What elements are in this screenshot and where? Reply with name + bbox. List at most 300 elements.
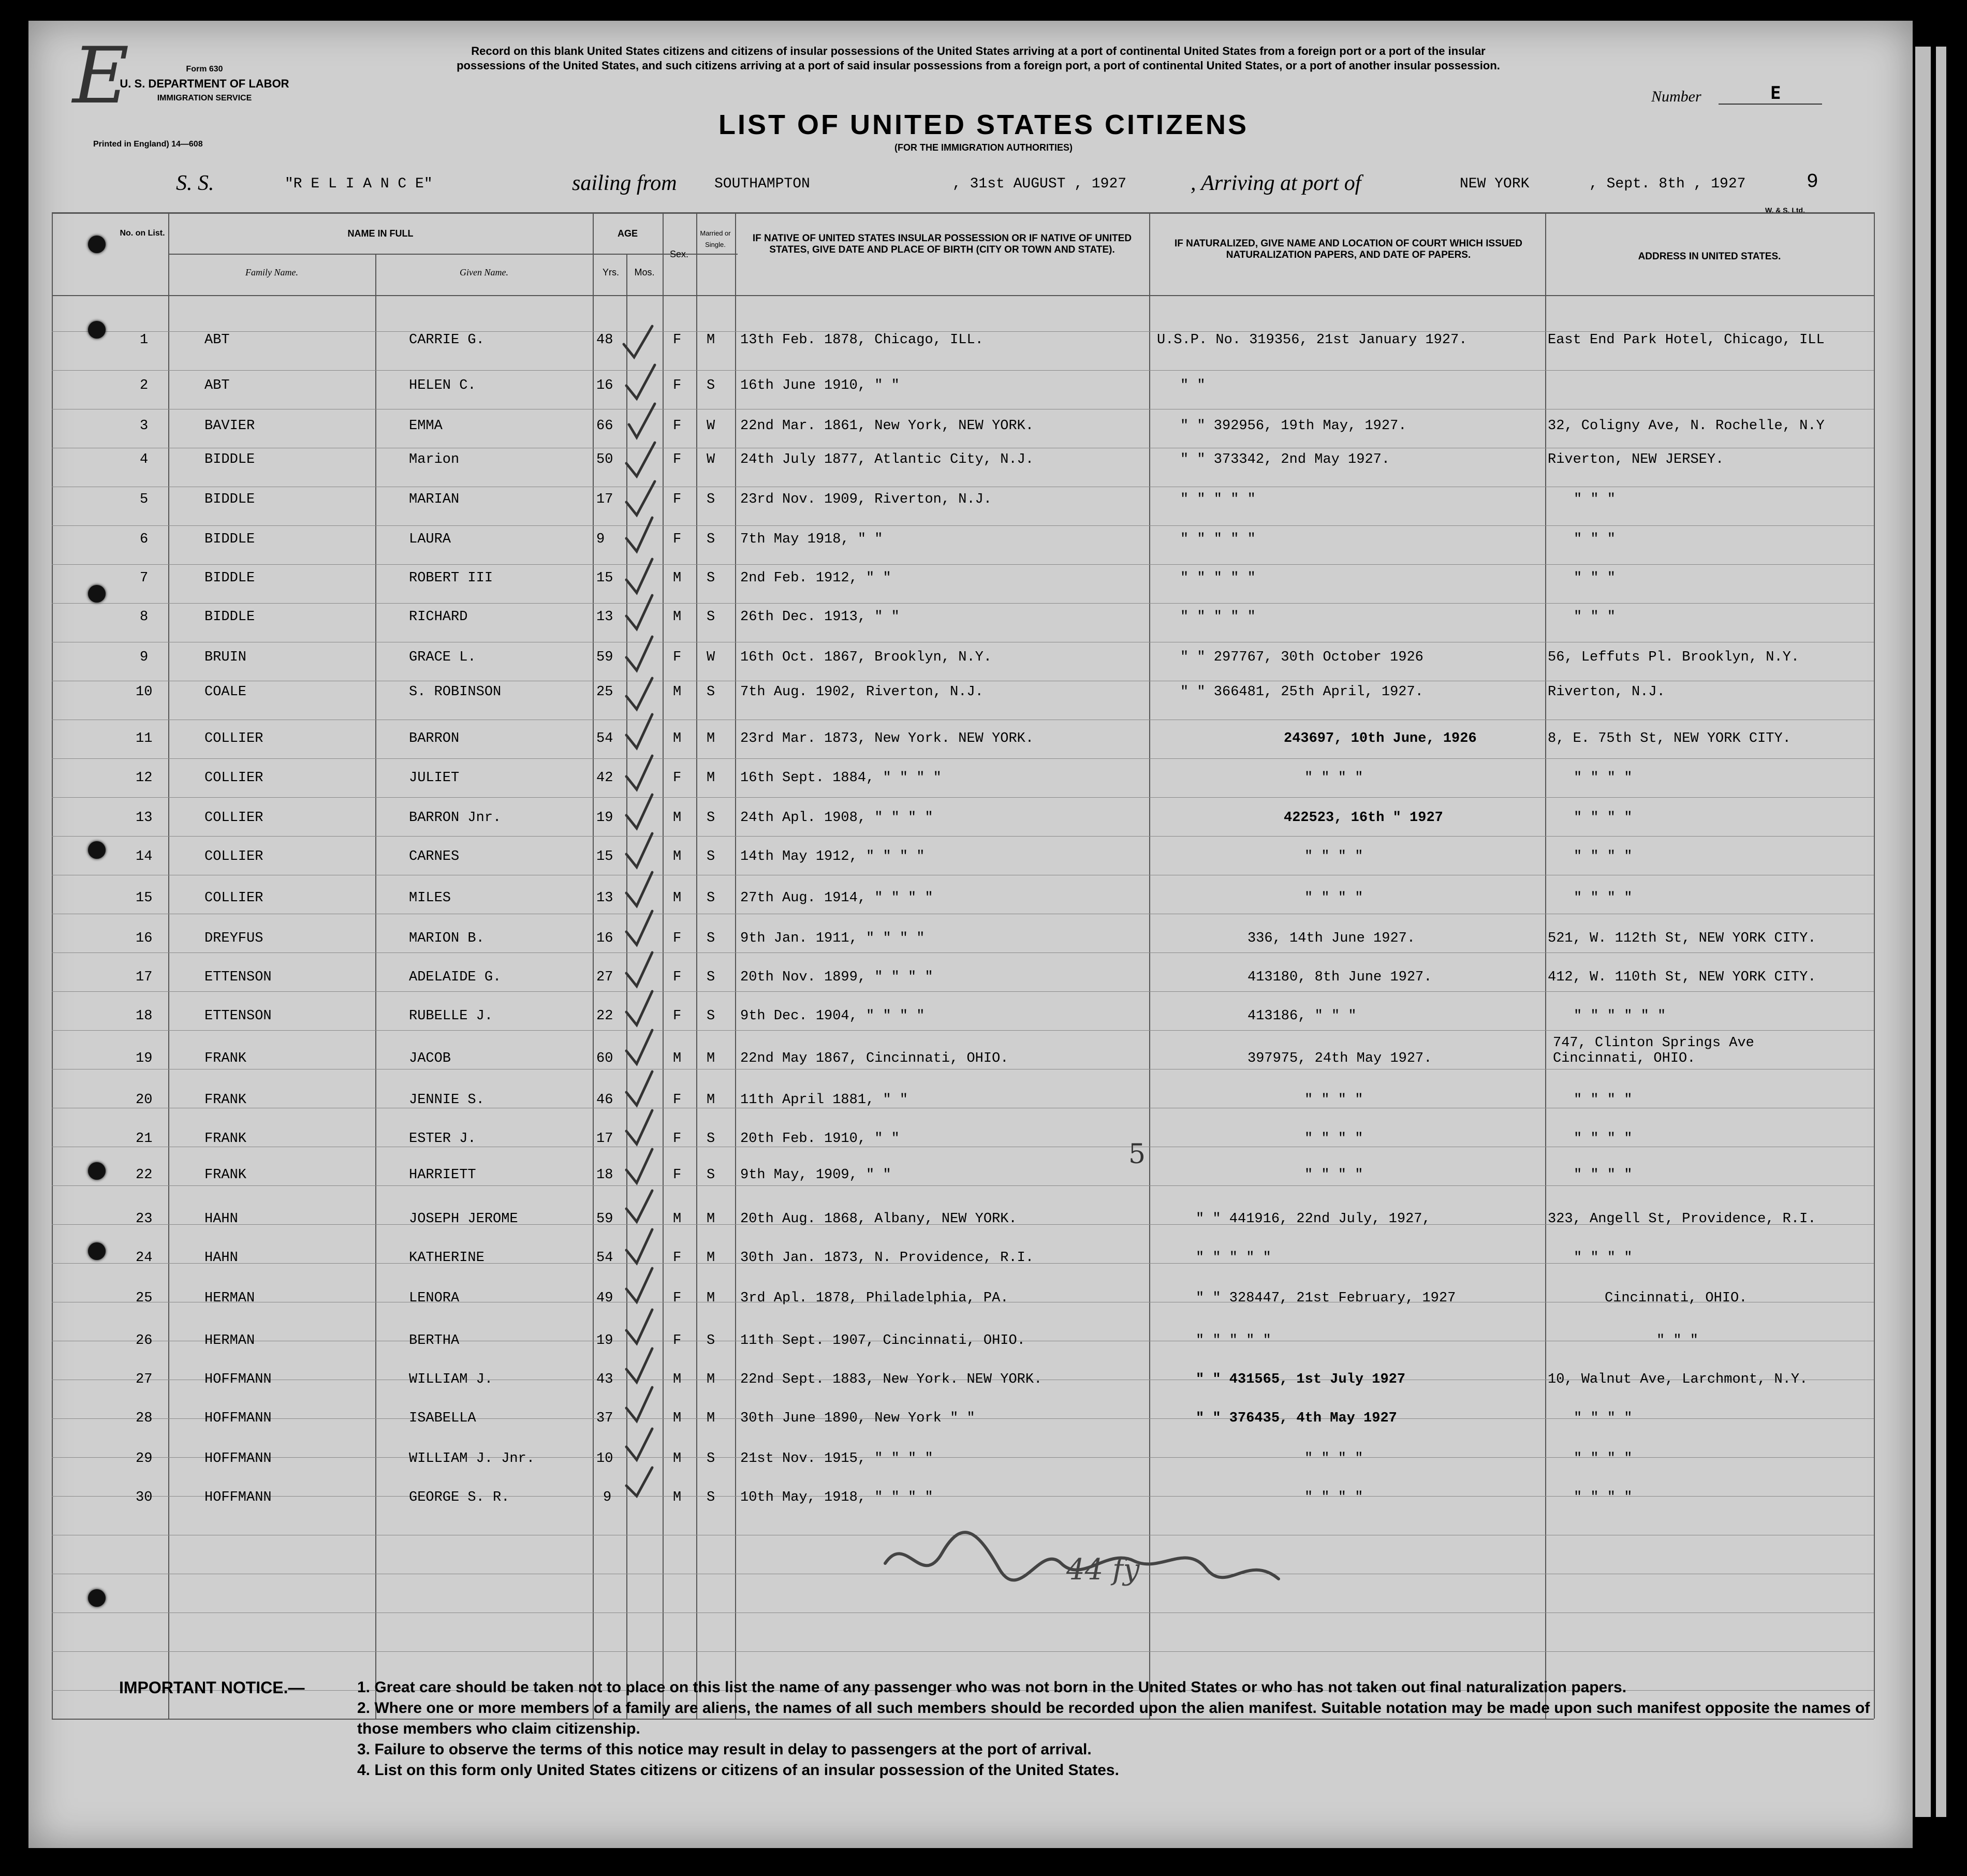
given-name: BARRON — [409, 731, 460, 746]
check-mark — [626, 991, 652, 1025]
row-rule — [52, 564, 1874, 565]
check-mark — [626, 1072, 652, 1105]
page-title: LIST OF UNITED STATES CITIZENS — [718, 109, 1249, 140]
naturalization: " " 373342, 2nd May 1927. — [1180, 452, 1390, 467]
table-row — [0, 770, 1915, 791]
family-name: COLLIER — [204, 731, 263, 746]
given-name: CARRIE G. — [409, 332, 485, 348]
age-yrs: 37 — [596, 1411, 613, 1426]
check-mark — [626, 911, 652, 945]
check-mark — [626, 443, 655, 476]
age-yrs: 9 — [596, 532, 605, 547]
table-row — [0, 492, 1915, 512]
check-mark — [626, 1429, 652, 1460]
col-sex: Sex. — [669, 249, 689, 259]
row-no: 13 — [136, 810, 153, 826]
given-name: GEORGE S. R. — [409, 1490, 510, 1505]
family-name: HERMAN — [204, 1291, 255, 1306]
check-mark — [626, 1110, 652, 1144]
row-no: 16 — [136, 931, 153, 946]
marital: S — [707, 931, 715, 946]
birth: 21st Nov. 1915, " " " " — [740, 1451, 933, 1467]
table-row — [0, 1451, 1915, 1472]
row-rule — [52, 836, 1874, 837]
sex: M — [673, 609, 682, 625]
age-yrs: 49 — [596, 1291, 613, 1306]
table-row — [0, 970, 1915, 990]
naturalization: " " — [1180, 378, 1206, 393]
family-name: ABT — [204, 378, 230, 393]
address: " " " — [1574, 609, 1616, 625]
address: " " " " — [1574, 1451, 1633, 1467]
row-rule — [52, 797, 1874, 798]
address-line-2: Cincinnati, OHIO. — [1553, 1051, 1696, 1066]
notice-item: 1. Great care should be taken not to place on this list the name of any passenger who was not born in the United States or who has not taken out final naturalization papers. — [357, 1679, 1627, 1696]
row-rule — [52, 758, 1874, 759]
naturalization: " " " " " — [1180, 492, 1256, 507]
sex: F — [673, 452, 682, 467]
naturalization: " " 297767, 30th October 1926 — [1180, 650, 1423, 665]
check-mark — [629, 404, 655, 437]
given-name: BARRON Jnr. — [409, 810, 502, 826]
address: " " " — [1574, 570, 1616, 586]
col-married: Married or Single. — [700, 229, 731, 248]
table-row — [0, 731, 1915, 752]
table-row — [0, 1211, 1915, 1232]
family-name: BIDDLE — [204, 609, 255, 625]
notice-items — [357, 1677, 1884, 1781]
row-no: 14 — [136, 849, 153, 864]
number-line — [1719, 104, 1822, 105]
birth: 16th Sept. 1884, " " " " — [740, 770, 942, 786]
given-name: JACOB — [409, 1051, 451, 1066]
birth: 7th May 1918, " " — [740, 532, 883, 547]
check-mark — [626, 1268, 652, 1302]
col-name: NAME IN FULL — [347, 228, 414, 239]
marital: S — [707, 1490, 715, 1505]
age-yrs: 17 — [596, 1131, 613, 1147]
table-row — [0, 1333, 1915, 1354]
sex: M — [673, 1372, 682, 1387]
birth: 20th Feb. 1910, " " — [740, 1131, 900, 1147]
marital: M — [707, 770, 715, 786]
marital: S — [707, 684, 715, 700]
given-name: LAURA — [409, 532, 451, 547]
birth: 9th Jan. 1911, " " " " — [740, 931, 925, 946]
birth: 23rd Nov. 1909, Riverton, N.J. — [740, 492, 992, 507]
age-yrs: 16 — [596, 931, 613, 946]
col-age: AGE — [617, 228, 638, 239]
given-name: MARION B. — [409, 931, 485, 946]
address: Riverton, NEW JERSEY. — [1548, 452, 1724, 467]
check-mark — [626, 1229, 652, 1263]
address: " " " " — [1574, 1411, 1633, 1426]
row-rule — [52, 331, 1874, 332]
col-family: Family Name. — [245, 267, 298, 277]
naturalization: " " " " " — [1180, 532, 1256, 547]
marital: M — [707, 332, 715, 348]
table-row — [0, 684, 1915, 705]
date-from: , 31st AUGUST , 1927 — [952, 176, 1127, 192]
naturalization: " " " " — [1304, 770, 1363, 786]
marital: S — [707, 532, 715, 547]
marital: S — [707, 492, 715, 507]
address: " " " " — [1574, 1490, 1633, 1505]
subheader-rule — [168, 254, 738, 255]
row-no: 6 — [140, 532, 149, 547]
handwritten-mark: E — [72, 31, 129, 121]
check-mark — [626, 1349, 652, 1382]
check-mark — [626, 1387, 652, 1421]
check-mark — [626, 1468, 652, 1496]
check-mark — [626, 1149, 652, 1183]
sex: F — [673, 931, 682, 946]
given-name: ISABELLA — [409, 1411, 476, 1426]
naturalization: " " " " — [1304, 849, 1363, 864]
given-name: WILLIAM J. Jnr. — [409, 1451, 535, 1467]
naturalization: 413180, 8th June 1927. — [1247, 970, 1432, 985]
row-rule — [52, 603, 1874, 604]
sex: M — [673, 1051, 682, 1066]
table-row — [0, 1490, 1915, 1511]
address: " " " " — [1574, 890, 1633, 906]
sex: M — [673, 1411, 682, 1426]
sex: F — [673, 378, 682, 393]
row-no: 25 — [136, 1291, 153, 1306]
table-row — [0, 1250, 1915, 1271]
row-no: 21 — [136, 1131, 153, 1147]
check-mark — [626, 1191, 652, 1222]
marital: S — [707, 378, 715, 393]
given-name: GRACE L. — [409, 650, 476, 665]
birth: 2nd Feb. 1912, " " — [740, 570, 891, 586]
birth: 20th Nov. 1899, " " " " — [740, 970, 933, 985]
sex: F — [673, 970, 682, 985]
naturalization: " " 376435, 4th May 1927 — [1196, 1411, 1397, 1426]
naturalization: U.S.P. No. 319356, 21st January 1927. — [1157, 332, 1467, 348]
table-row — [0, 890, 1915, 911]
row-no: 26 — [136, 1333, 153, 1349]
given-name: RICHARD — [409, 609, 468, 625]
family-name: COLLIER — [204, 810, 263, 826]
marital: S — [707, 1451, 715, 1467]
service: IMMIGRATION SERVICE — [157, 94, 252, 102]
given-name: ROBERT III — [409, 570, 493, 586]
row-no: 30 — [136, 1490, 153, 1505]
marital: M — [707, 1051, 715, 1066]
marital: M — [707, 1250, 715, 1266]
naturalization: " " 328447, 21st February, 1927 — [1196, 1291, 1456, 1306]
marital: M — [707, 1211, 715, 1227]
ship-name: "R E L I A N C E" — [285, 176, 433, 192]
sex: M — [673, 570, 682, 586]
given-name: WILLIAM J. — [409, 1372, 493, 1387]
form-number: Form 630 — [186, 65, 223, 74]
marital: M — [707, 1291, 715, 1306]
birth: 14th May 1912, " " " " — [740, 849, 925, 864]
table-row — [0, 570, 1915, 591]
marital: M — [707, 1372, 715, 1387]
printer-mark: W. & S. Ltd. — [1765, 206, 1805, 214]
check-mark — [626, 1310, 652, 1343]
family-name: HAHN — [204, 1211, 238, 1227]
naturalization: " " 366481, 25th April, 1927. — [1180, 684, 1423, 700]
birth: 23rd Mar. 1873, New York. NEW YORK. — [740, 731, 1034, 746]
family-name: HOFFMANN — [204, 1411, 272, 1426]
number-value: E — [1770, 83, 1781, 104]
given-name: HARRIETT — [409, 1167, 476, 1183]
table-row — [0, 810, 1915, 831]
given-name: S. ROBINSON — [409, 684, 502, 700]
marital: S — [707, 1008, 715, 1024]
birth: 3rd Apl. 1878, Philadelphia, PA. — [740, 1291, 1009, 1306]
address: " " " " — [1574, 1131, 1633, 1147]
sex: F — [673, 1333, 682, 1349]
given-name: Marion — [409, 452, 460, 467]
sex: F — [673, 1250, 682, 1266]
check-mark — [626, 637, 652, 670]
birth: 13th Feb. 1878, Chicago, ILL. — [740, 332, 984, 348]
col-naturalized: IF NATURALIZED, GIVE NAME AND LOCATION OF COURT WHICH ISSUED NATURALIZATION PAPERS, AND DATE OF PAPERS. — [1174, 238, 1522, 260]
age-yrs: 16 — [596, 378, 613, 393]
row-no: 17 — [136, 970, 153, 985]
naturalization: " " " " " — [1196, 1250, 1271, 1266]
check-mark — [626, 714, 652, 748]
family-name: HOFFMANN — [204, 1490, 272, 1505]
initials: 44 fy — [1066, 1553, 1140, 1587]
notice-item: 3. Failure to observe the terms of this notice may result in delay to passengers at the port of arrival. — [357, 1741, 1092, 1758]
col-given: Given Name. — [460, 267, 508, 277]
binder-hole — [88, 321, 106, 339]
table-row — [0, 532, 1915, 552]
family-name: FRANK — [204, 1131, 247, 1147]
row-no: 2 — [140, 378, 149, 393]
row-no: 28 — [136, 1411, 153, 1426]
birth: 20th Aug. 1868, Albany, NEW YORK. — [740, 1211, 1017, 1227]
sex: F — [673, 492, 682, 507]
age-yrs: 60 — [596, 1051, 613, 1066]
family-name: HAHN — [204, 1250, 238, 1266]
binder-hole — [88, 841, 106, 859]
family-name: ABT — [204, 332, 230, 348]
check-mark — [626, 595, 652, 629]
row-rule — [52, 370, 1874, 371]
table-top — [52, 212, 1874, 214]
sailing-label: sailing from — [572, 171, 677, 195]
birth: 9th May, 1909, " " — [740, 1167, 891, 1183]
row-no: 19 — [136, 1051, 153, 1066]
address: East End Park Hotel, Chicago, ILL — [1548, 332, 1825, 348]
row-no: 23 — [136, 1211, 153, 1227]
page-count: 5 — [1128, 1139, 1146, 1170]
age-yrs: 15 — [596, 849, 613, 864]
page-edge — [1915, 47, 1931, 1817]
row-no: 8 — [140, 609, 149, 625]
table-row — [0, 1092, 1915, 1113]
marital: S — [707, 890, 715, 906]
sex: M — [673, 1451, 682, 1467]
date-to: , Sept. 8th , 1927 — [1589, 176, 1746, 192]
address: " " " " " " — [1574, 1008, 1666, 1024]
address: " " " " — [1574, 810, 1633, 826]
naturalization: " " " " " — [1196, 1333, 1271, 1349]
family-name: ETTENSON — [204, 1008, 272, 1024]
table-row — [0, 378, 1915, 399]
table-row — [0, 1131, 1915, 1152]
age-yrs: 59 — [596, 1211, 613, 1227]
naturalization: " " " " — [1304, 1092, 1363, 1108]
family-name: ETTENSON — [204, 970, 272, 985]
row-no: 15 — [136, 890, 153, 906]
family-name: FRANK — [204, 1092, 247, 1108]
given-name: JENNIE S. — [409, 1092, 485, 1108]
row-no: 5 — [140, 492, 149, 507]
sex: F — [673, 1131, 682, 1147]
row-no: 27 — [136, 1372, 153, 1387]
address: 747, Clinton Springs Ave — [1553, 1035, 1754, 1051]
page-subtitle: (FOR THE IMMIGRATION AUTHORITIES) — [894, 142, 1073, 153]
table-row — [0, 418, 1915, 439]
address: " " " " — [1574, 1167, 1633, 1183]
check-mark — [626, 559, 652, 593]
given-name: JOSEPH JEROME — [409, 1211, 518, 1227]
marital: M — [707, 731, 715, 746]
notice-item: 2. Where one or more members of a family are aliens, the names of all such members should be recorded upon the alien manifest. Suitable notation may be made upon such manifest opposite the names of those members who claim citizenship. — [357, 1699, 1870, 1737]
family-name: HERMAN — [204, 1333, 255, 1349]
family-name: BIDDLE — [204, 452, 255, 467]
table-row — [0, 1167, 1915, 1188]
family-name: BIDDLE — [204, 570, 255, 586]
family-name: FRANK — [204, 1051, 247, 1066]
address: 521, W. 112th St, NEW YORK CITY. — [1548, 931, 1816, 946]
address: Cincinnati, OHIO. — [1605, 1291, 1748, 1306]
address: " " " " — [1574, 1250, 1633, 1266]
naturalization: 336, 14th June 1927. — [1247, 931, 1416, 946]
voyage-line — [129, 171, 1838, 202]
birth: 22nd May 1867, Cincinnati, OHIO. — [740, 1051, 1009, 1066]
given-name: RUBELLE J. — [409, 1008, 493, 1024]
given-name: MILES — [409, 890, 451, 906]
age-yrs: 15 — [596, 570, 613, 586]
given-name: BERTHA — [409, 1333, 460, 1349]
check-mark — [626, 833, 652, 867]
age-yrs: 19 — [596, 1333, 613, 1349]
table-row — [0, 849, 1915, 870]
instructions: Record on this blank United States citizens and citizens of insular possessions of the United States arriving at a port of continental United States from a foreign port or a port of the insular possessions of the United States, and such citizens arriving at a port of said insular possessions from a foreign port, a port of continental United States, or a port of another insular possession. — [457, 45, 1500, 72]
port-from: SOUTHAMPTON — [714, 176, 810, 192]
table-row — [0, 1035, 1915, 1072]
table-row — [0, 1291, 1915, 1311]
sex: F — [673, 1167, 682, 1183]
birth: 30th June 1890, New York " " — [740, 1411, 975, 1426]
binder-hole — [88, 1162, 106, 1180]
given-name: MARIAN — [409, 492, 460, 507]
age-yrs: 54 — [596, 731, 613, 746]
sex: M — [673, 684, 682, 700]
age-yrs: 50 — [596, 452, 613, 467]
marital: S — [707, 849, 715, 864]
binder-hole — [88, 1242, 106, 1260]
binder-hole — [88, 1589, 106, 1607]
check-mark — [626, 952, 652, 986]
check-mark — [626, 872, 652, 906]
marital: S — [707, 609, 715, 625]
row-no: 12 — [136, 770, 153, 786]
family-name: BIDDLE — [204, 492, 255, 507]
sex: F — [673, 1008, 682, 1024]
table-row — [0, 1372, 1915, 1393]
naturalization: 397975, 24th May 1927. — [1247, 1051, 1432, 1066]
birth: 26th Dec. 1913, " " — [740, 609, 900, 625]
given-name: ESTER J. — [409, 1131, 476, 1147]
check-marks — [569, 321, 694, 1501]
naturalization: " " " " — [1304, 890, 1363, 906]
birth: 16th June 1910, " " — [740, 378, 900, 393]
family-name: BIDDLE — [204, 532, 255, 547]
check-mark — [626, 365, 655, 399]
age-yrs: 9 — [603, 1490, 612, 1505]
address: Riverton, N.J. — [1548, 684, 1665, 700]
row-no: 29 — [136, 1451, 153, 1467]
given-name: EMMA — [409, 418, 443, 434]
family-name: BRUIN — [204, 650, 247, 665]
table-row — [0, 1008, 1915, 1029]
age-yrs: 59 — [596, 650, 613, 665]
col-address: ADDRESS IN UNITED STATES. — [1638, 251, 1781, 262]
col-no: No. on List. — [120, 229, 165, 238]
age-yrs: 54 — [596, 1250, 613, 1266]
age-yrs: 27 — [596, 970, 613, 985]
family-name: COLLIER — [204, 770, 263, 786]
col-yrs: Yrs. — [602, 267, 619, 277]
check-mark — [624, 326, 652, 357]
address: " " " " — [1574, 770, 1633, 786]
row-no: 22 — [136, 1167, 153, 1183]
notice-label: IMPORTANT NOTICE.— — [119, 1678, 305, 1697]
naturalization: " " " " " — [1180, 609, 1256, 625]
naturalization: " " 441916, 22nd July, 1927, — [1196, 1211, 1431, 1227]
given-name: ADELAIDE G. — [409, 970, 502, 985]
table-row — [0, 452, 1915, 473]
age-yrs: 25 — [596, 684, 613, 700]
naturalization: " " " " — [1304, 1490, 1363, 1505]
age-yrs: 13 — [596, 890, 613, 906]
sex: M — [673, 810, 682, 826]
age-yrs: 17 — [596, 492, 613, 507]
address: " " " " — [1574, 1092, 1633, 1108]
row-no: 4 — [140, 452, 149, 467]
sex: F — [673, 532, 682, 547]
arriving-label: , Arriving at port of — [1191, 171, 1361, 195]
row-no: 20 — [136, 1092, 153, 1108]
birth: 22nd Mar. 1861, New York, NEW YORK. — [740, 418, 1034, 434]
birth: 10th May, 1918, " " " " — [740, 1490, 933, 1505]
age-yrs: 13 — [596, 609, 613, 625]
age-yrs: 10 — [596, 1451, 613, 1467]
age-yrs: 22 — [596, 1008, 613, 1024]
marital: S — [707, 1131, 715, 1147]
family-name: COLLIER — [204, 890, 263, 906]
given-name: LENORA — [409, 1291, 460, 1306]
row-no: 11 — [136, 731, 153, 746]
check-mark — [626, 1030, 652, 1064]
check-mark — [626, 678, 652, 709]
printed-note: Printed in England) 14—608 — [93, 140, 203, 149]
marital: M — [707, 1092, 715, 1108]
address: 323, Angell St, Providence, R.I. — [1548, 1211, 1816, 1227]
family-name: COALE — [204, 684, 247, 700]
check-mark — [626, 518, 652, 551]
